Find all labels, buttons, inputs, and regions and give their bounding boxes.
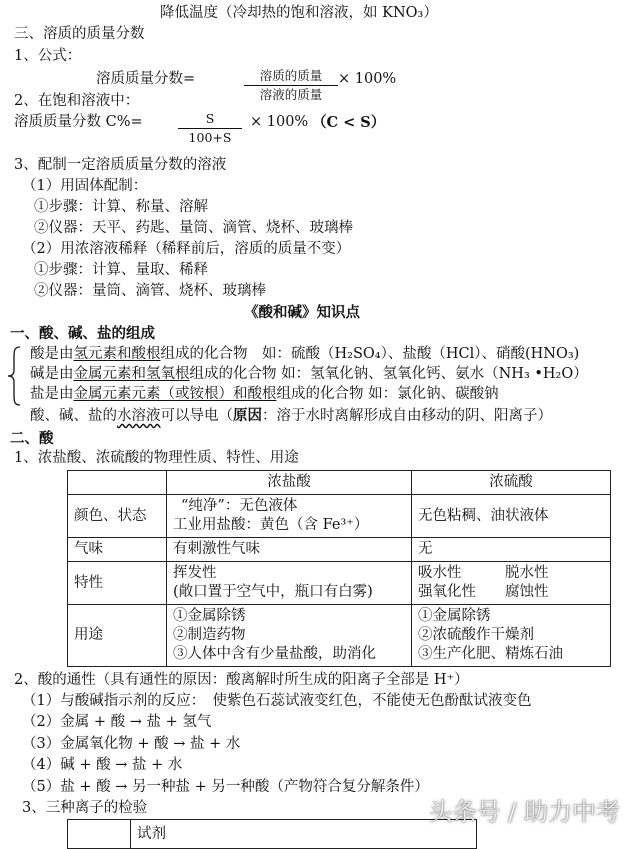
dilute-steps: ①步骤：计算、量取、稀释: [34, 262, 208, 278]
dilute-instruments: ②仪器：量筒、滴管、烧杯、玻璃棒: [34, 283, 266, 299]
table-header-cell: 浓盐酸: [167, 471, 412, 495]
formula2-numerator: S: [205, 111, 215, 126]
acid-properties-heading: 1、浓盐酸、浓硫酸的物理性质、特性、用途: [14, 450, 299, 466]
table-header-cell: [68, 471, 167, 495]
formula2-fraction: [178, 111, 242, 146]
brace-icon: [6, 346, 22, 406]
acid-definition: 酸是由氢元素和酸根组成的化合物 如：硫酸（H₂SO₄）、盐酸（HCl）、硝酸(HNO₃): [30, 346, 580, 362]
property-base: （4）碱 + 酸 → 盐 + 水: [22, 757, 183, 773]
chapter-heading: 《酸和碱》知识点: [244, 304, 360, 321]
fraction-bar: [178, 128, 242, 129]
formula2-tail: × 100%: [250, 114, 309, 130]
formula1-denominator: 溶液的质量: [259, 87, 323, 102]
row-label: 特性: [68, 562, 167, 605]
formula2-denominator: 100+S: [188, 130, 232, 145]
solid-instruments: ②仪器：天平、药匙、量筒、滴管、烧杯、玻璃棒: [34, 220, 353, 236]
prepare-heading: 3、配制一定溶质质量分数的溶液: [14, 157, 227, 173]
table-row: [68, 562, 611, 605]
row-label: 用途: [68, 605, 167, 667]
fraction-bar: [244, 85, 338, 86]
formula1-tail: × 100%: [338, 71, 397, 87]
formula2-condition: （C < S）: [312, 114, 386, 131]
table-header-cell: 浓硫酸: [412, 471, 611, 495]
formula-heading: 1、公式：: [14, 48, 82, 64]
solid-steps: ①步骤：计算、称量、溶解: [34, 199, 208, 215]
dilute-title: （2）用浓溶液稀释（稀释前后，溶质的质量不变）: [22, 241, 351, 257]
acid-properties-table: [67, 470, 611, 667]
hcl-cell: 有刺激性气味: [167, 538, 412, 562]
conductivity-note: 酸、碱、盐的水溶液可以导电（原因：溶于水时离解形成自由移动的阴、阳离子）: [30, 407, 552, 424]
section3-title: 三、溶质的质量分数: [14, 26, 145, 42]
property-indicator: （1）与酸碱指示剂的反应： 使紫色石蕊试液变红色，不能使无色酚酞试液变色: [22, 693, 532, 709]
table-header-cell: 试剂: [131, 820, 477, 849]
formula1-fraction: [244, 68, 338, 103]
salt-definition: 盐是由金属元素元素（或铵根）和酸根组成的化合物 如：氯化钠、碳酸钠: [30, 386, 499, 402]
table-row: [68, 495, 611, 538]
common-properties-heading: 2、酸的通性（具有通性的原因：酸离解时所生成的阳离子全部是 H⁺）: [14, 672, 469, 688]
composition-title: 一、酸、碱、盐的组成: [10, 325, 155, 342]
table-header-row: [68, 820, 477, 849]
hcl-cell: “纯净”：无色液体 工业用盐酸：黄色（含 Fe³⁺）: [167, 495, 412, 538]
row-label: 颜色、状态: [68, 495, 167, 538]
top-line: 降低温度（冷却热的饱和溶液，如 KNO₃）: [160, 5, 438, 21]
table-header-cell: [68, 820, 131, 849]
row-label: 气味: [68, 538, 167, 562]
h2so4-cell: 无色粘稠、油状液体: [412, 495, 611, 538]
saturated-heading: 2、在饱和溶液中：: [14, 93, 140, 109]
hcl-cell: 挥发性 (敞口置于空气中，瓶口有白雾): [167, 562, 412, 605]
table-header-row: [68, 471, 611, 495]
h2so4-cell: ①金属除锈 ②浓硫酸作干燥剂 ③生产化肥、精炼石油: [412, 605, 611, 667]
h2so4-cell: 吸水性 脱水性 强氧化性 腐蚀性: [412, 562, 611, 605]
property-metal: （2）金属 + 酸 → 盐 + 氢气: [22, 714, 212, 730]
ion-test-heading: 3、三种离子的检验: [22, 800, 148, 816]
ion-test-table: [67, 819, 477, 849]
formula1-numerator: 溶质的质量: [259, 68, 323, 83]
hcl-cell: ①金属除锈 ②制造药物 ③人体中含有少量盐酸，助消化: [167, 605, 412, 667]
h2so4-cell: 无: [412, 538, 611, 562]
formula2-lhs: 溶质质量分数 C%=: [14, 114, 143, 130]
property-salt: （5）盐 + 酸 → 另一种盐 + 另一种酸（产物符合复分解条件）: [22, 779, 429, 795]
property-metal-oxide: （3）金属氧化物 + 酸 → 盐 + 水: [22, 736, 241, 752]
acid-section-title: 二、酸: [10, 430, 54, 447]
table-row: [68, 538, 611, 562]
base-definition: 碱是由金属元素和氢氧根组成的化合物 如：氢氧化钠、氢氧化钙、氨水（NH₃ •H₂O）: [30, 366, 588, 382]
watermark: 头条号 / 助力中考: [428, 798, 620, 826]
solid-title: （1）用固体配制：: [22, 178, 148, 194]
table-row: [68, 605, 611, 667]
formula1-lhs: 溶质质量分数=: [96, 71, 196, 87]
